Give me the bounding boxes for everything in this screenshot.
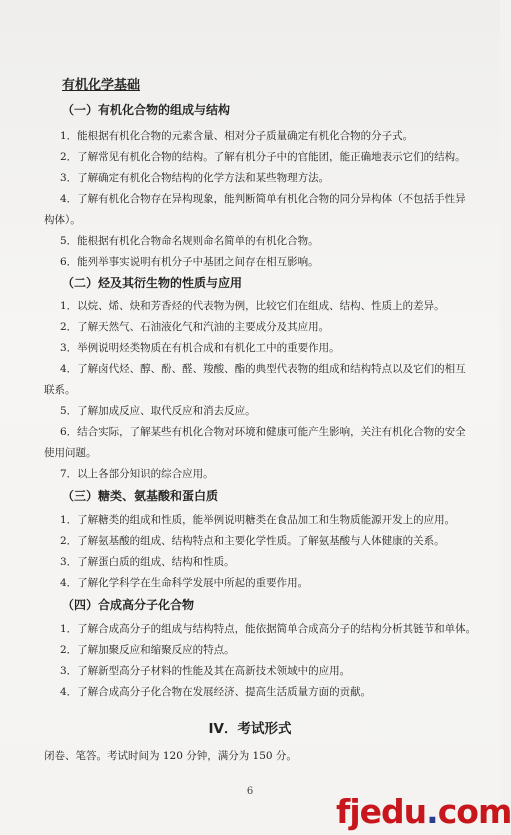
list-item: 1．了解合成高分子的组成与结构特点，能依据简单合成高分子的结构分析其链节和单体。 (60, 623, 477, 635)
watermark-main: fjedu (336, 792, 427, 831)
exam-format-text: 闭卷、笔答。考试时间为 120 分钟，满分为 150 分。 (44, 750, 297, 762)
list-item-continuation: 使用问题。 (44, 447, 97, 459)
list-item: 6．结合实际，了解某些有机化合物对环境和健康可能产生影响，关注有机化合物的安全 (60, 426, 466, 438)
list-item: 4．了解有机化合物存在异构现象，能判断简单有机化合物的同分异构体（不包括手性异 (60, 193, 466, 205)
watermark-logo (336, 792, 511, 831)
list-item: 2．了解加聚反应和缩聚反应的特点。 (60, 644, 235, 656)
group-heading-3: （三）糖类、氨基酸和蛋白质 (62, 489, 219, 503)
list-item: 3．了解新型高分子材料的性能及其在高新技术领域中的应用。 (60, 665, 351, 677)
list-item: 4．了解卤代烃、醇、酚、醛、羧酸、酯的典型代表物的组成和结构特点以及它们的相互 (60, 363, 466, 375)
list-item: 4．了解化学科学在生命科学发展中所起的重要作用。 (60, 577, 309, 589)
list-item: 7．以上各部分知识的综合应用。 (60, 468, 214, 480)
list-item: 1．能根据有机化合物的元素含量、相对分子质量确定有机化合物的分子式。 (60, 130, 414, 142)
list-item: 1．了解糖类的组成和性质，能举例说明糖类在食品加工和生物质能源开发上的应用。 (60, 514, 456, 526)
list-item: 2．了解常见有机化合物的结构。了解有机分子中的官能团，能正确地表示它们的结构。 (60, 151, 466, 163)
chapter-heading: IV．考试形式 (208, 721, 292, 737)
group-heading-2: （二）烃及其衍生物的性质与应用 (62, 276, 243, 290)
page-number: 6 (246, 786, 254, 797)
list-item: 3．了解确定有机化合物结构的化学方法和某些物理方法。 (60, 172, 330, 184)
watermark-dot: . (426, 792, 438, 831)
watermark-tld: com (437, 792, 511, 831)
list-item: 2．了解天然气、石油液化气和汽油的主要成分及其应用。 (60, 321, 330, 333)
group-heading-1: （一）有机化合物的组成与结构 (62, 103, 231, 117)
list-item: 3．举例说明烃类物质在有机合成和有机化工中的重要作用。 (60, 342, 340, 354)
list-item: 5．了解加成反应、取代反应和消去反应。 (60, 405, 256, 417)
list-item: 6．能列举事实说明有机分子中基团之间存在相互影响。 (60, 256, 319, 268)
list-item: 5．能根据有机化合物命名规则命名简单的有机化合物。 (60, 235, 319, 247)
list-item-continuation: 联系。 (44, 384, 76, 396)
list-item-continuation: 构体）。 (44, 214, 81, 226)
list-item: 3．了解蛋白质的组成、结构和性质。 (60, 556, 235, 568)
list-item: 1．以烷、烯、炔和芳香烃的代表物为例，比较它们在组成、结构、性质上的差异。 (60, 300, 445, 312)
list-item: 2．了解氨基酸的组成、结构特点和主要化学性质。了解氨基酸与人体健康的关系。 (60, 535, 445, 547)
group-heading-4: （四）合成高分子化合物 (62, 598, 195, 612)
section-title: 有机化学基础 (62, 78, 141, 93)
list-item: 4．了解合成高分子化合物在发展经济、提高生活质量方面的贡献。 (60, 686, 372, 698)
